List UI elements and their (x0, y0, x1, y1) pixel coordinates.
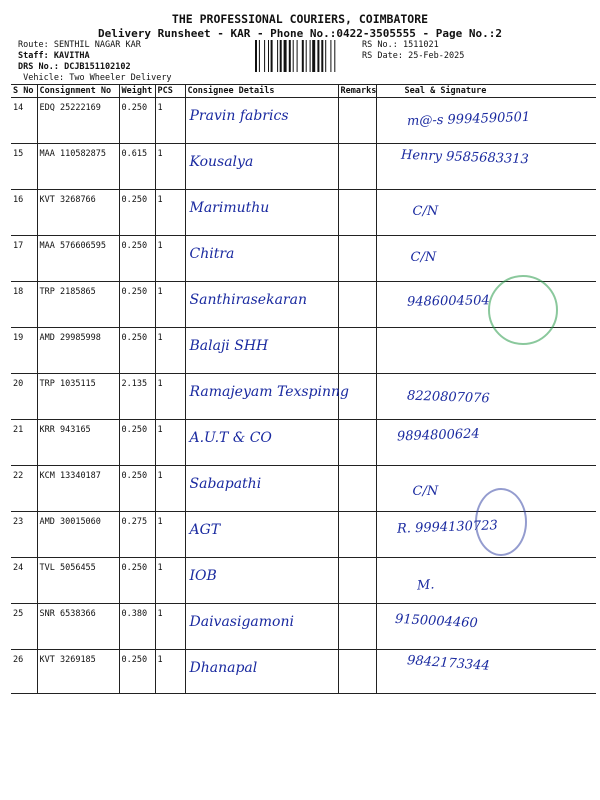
cell-sno: 14 (11, 98, 37, 144)
cell-remarks (338, 558, 376, 604)
cell-pcs: 1 (155, 144, 185, 190)
col-header-remarks: Remarks (338, 85, 376, 98)
col-header-pcs: PCS (155, 85, 185, 98)
handwritten-consignee: Ramajeyam Texspinng (189, 384, 349, 400)
cell-sno: 16 (11, 190, 37, 236)
cell-weight: 0.250 (119, 98, 155, 144)
runsheet-meta-left (18, 40, 172, 84)
barcode-bar (277, 40, 278, 72)
staff-line: Staff: KAVITHA (18, 51, 90, 61)
handwritten-consignee: Kousalya (189, 154, 254, 170)
barcode-bar (268, 40, 269, 72)
drs-line: DRS No.: DCJB151102102 (18, 62, 131, 72)
cell-sno: 21 (11, 420, 37, 466)
cell-consignee (185, 558, 338, 604)
handwritten-signature: Henry 9585683313 (400, 147, 529, 168)
handwritten-consignee: Marimuthu (189, 200, 270, 216)
cell-consignment: AMD 29985998 (37, 328, 119, 374)
table-row (11, 236, 596, 282)
cell-consignee (185, 650, 338, 694)
cell-pcs: 1 (155, 420, 185, 466)
handwritten-consignee: Sabapathi (189, 476, 262, 492)
cell-consignment: KCM 13340187 (37, 466, 119, 512)
document-subtitle: Delivery Runsheet - KAR - Phone No.:0422-3505555 - Page No.:2 (98, 27, 502, 40)
handwritten-consignee: IOB (189, 568, 217, 584)
cell-remarks (338, 144, 376, 190)
cell-remarks (338, 236, 376, 282)
cell-weight: 0.250 (119, 466, 155, 512)
handwritten-consignee: Balaji SHH (189, 338, 269, 354)
cell-consignee (185, 604, 338, 650)
table-row (11, 374, 596, 420)
runsheet-table (11, 84, 596, 694)
route-value: SENTHIL NAGAR KAR (53, 40, 141, 50)
cell-consignee (185, 144, 338, 190)
barcode-bar (289, 40, 291, 72)
cell-pcs: 1 (155, 604, 185, 650)
barcode-bar (312, 40, 315, 72)
cell-consignee (185, 374, 349, 420)
cell-consignee (185, 328, 338, 374)
cell-signature (376, 236, 596, 282)
cell-sno: 18 (11, 282, 37, 328)
cell-signature (376, 328, 596, 374)
cell-signature (376, 374, 596, 420)
cell-weight: 0.250 (119, 236, 155, 282)
route-line: Route: SENTHIL NAGAR KAR (18, 40, 141, 50)
barcode-bar (264, 40, 265, 72)
rs-no-value: 1511021 (402, 40, 439, 50)
cell-pcs: 1 (155, 98, 185, 144)
barcode-bar (271, 40, 273, 72)
table-header-row (11, 85, 596, 98)
cell-consignee (185, 512, 338, 558)
barcode-bar (321, 40, 323, 72)
cell-sno: 15 (11, 144, 37, 190)
barcode-bar (310, 40, 311, 72)
cell-remarks (338, 466, 376, 512)
handwritten-consignee: Santhirasekaran (189, 292, 307, 308)
table-row (11, 650, 596, 694)
cell-pcs: 1 (155, 328, 185, 374)
handwritten-signature: C/N (410, 250, 437, 265)
cell-signature (376, 650, 596, 694)
cell-consignment: EDQ 25222169 (37, 98, 119, 144)
cell-weight: 0.250 (119, 420, 155, 466)
handwritten-signature: 8220807076 (406, 388, 490, 407)
rs-no-line: RS No.: 1511021 (362, 40, 439, 50)
barcode-image (255, 40, 355, 72)
received-stamp (488, 275, 558, 345)
cell-consignee (185, 466, 338, 512)
cell-weight: 0.615 (119, 144, 155, 190)
handwritten-consignee: Dhanapal (189, 660, 258, 676)
handwritten-consignee: Pravin fabrics (189, 108, 289, 124)
barcode-bar (284, 40, 287, 72)
cell-weight: 0.250 (119, 190, 155, 236)
cell-weight: 0.250 (119, 282, 155, 328)
cell-pcs: 1 (155, 466, 185, 512)
barcode-bar (317, 40, 319, 72)
barcode-bar (325, 40, 326, 72)
rs-date-line: RS Date: 25-Feb-2025 (362, 51, 465, 61)
cell-weight: 0.250 (119, 328, 155, 374)
col-header-sno: S No (11, 85, 37, 98)
cell-consignment: KVT 3268766 (37, 190, 119, 236)
table-row (11, 190, 596, 236)
handwritten-signature: M. (415, 577, 435, 594)
cell-remarks (338, 190, 376, 236)
cell-sno: 23 (11, 512, 37, 558)
col-header-signature: Seal & Signature (376, 85, 596, 98)
cell-consignee (185, 190, 338, 236)
cell-consignment: KRR 943165 (37, 420, 119, 466)
cell-pcs: 1 (155, 374, 185, 420)
col-header-consignee: Consignee Details (185, 85, 338, 98)
handwritten-signature: 9486004504 (406, 293, 490, 310)
col-header-weight: Weight (119, 85, 155, 98)
ink-stamp (475, 488, 527, 556)
cell-pcs: 1 (155, 236, 185, 282)
handwritten-signature: 9842173344 (406, 653, 490, 674)
cell-remarks (338, 650, 376, 694)
cell-signature (376, 190, 596, 236)
cell-signature (376, 282, 596, 328)
cell-sno: 20 (11, 374, 37, 420)
cell-weight: 0.275 (119, 512, 155, 558)
rs-date-value: 25-Feb-2025 (408, 51, 465, 61)
cell-weight: 2.135 (119, 374, 155, 420)
cell-remarks (338, 420, 376, 466)
handwritten-signature: 9894800624 (396, 426, 480, 445)
barcode-bar (280, 40, 282, 72)
handwritten-consignee: Chitra (189, 246, 235, 262)
runsheet-meta-right (362, 40, 464, 62)
cell-remarks (338, 604, 376, 650)
cell-remarks (338, 328, 376, 374)
cell-remarks (338, 98, 376, 144)
table-row (11, 604, 596, 650)
cell-consignment: TVL 5056455 (37, 558, 119, 604)
handwritten-consignee: Daivasigamoni (189, 614, 294, 630)
cell-sno: 22 (11, 466, 37, 512)
table-row (11, 98, 596, 144)
cell-sno: 26 (11, 650, 37, 694)
cell-sno: 19 (11, 328, 37, 374)
table-row (11, 420, 596, 466)
cell-signature (376, 420, 596, 466)
cell-consignee (185, 420, 338, 466)
cell-consignment: SNR 6538366 (37, 604, 119, 650)
cell-pcs: 1 (155, 558, 185, 604)
handwritten-consignee: AGT (189, 522, 221, 538)
cell-consignment: TRP 1035115 (37, 374, 119, 420)
table-row (11, 144, 596, 190)
cell-sno: 24 (11, 558, 37, 604)
cell-remarks (338, 512, 376, 558)
barcode-bar (306, 40, 307, 72)
vehicle-line: Vehicle: Two Wheeler Delivery (23, 73, 172, 83)
barcode-bar (297, 40, 298, 72)
barcode-bar (259, 40, 260, 72)
document-title: THE PROFESSIONAL COURIERS, COIMBATORE (171, 12, 429, 26)
cell-consignee (185, 282, 338, 328)
barcode-bar (302, 40, 304, 72)
cell-sno: 17 (11, 236, 37, 282)
staff-value: KAVITHA (53, 51, 90, 61)
cell-pcs: 1 (155, 650, 185, 694)
cell-weight: 0.250 (119, 650, 155, 694)
handwritten-signature: C/N (412, 204, 439, 219)
handwritten-signature: R. 9994130723 (396, 518, 498, 537)
cell-consignment: MAA 576606595 (37, 236, 119, 282)
col-header-consignment: Consignment No (37, 85, 119, 98)
cell-consignment: MAA 110582875 (37, 144, 119, 190)
vehicle-value: Two Wheeler Delivery (69, 73, 172, 83)
barcode-bar (255, 40, 257, 72)
cell-consignee (185, 236, 338, 282)
barcode-bar (293, 40, 294, 72)
cell-pcs: 1 (155, 282, 185, 328)
cell-sno: 25 (11, 604, 37, 650)
cell-signature (376, 558, 596, 604)
handwritten-consignee: A.U.T & CO (189, 430, 272, 446)
cell-signature (376, 144, 596, 190)
cell-signature (376, 98, 596, 144)
cell-pcs: 1 (155, 190, 185, 236)
table-row (11, 558, 596, 604)
cell-consignment: TRP 2185865 (37, 282, 119, 328)
cell-consignee (185, 98, 338, 144)
cell-remarks (338, 282, 376, 328)
cell-pcs: 1 (155, 512, 185, 558)
cell-consignment: AMD 30015060 (37, 512, 119, 558)
handwritten-signature: m@-s 9994590501 (406, 109, 530, 130)
cell-consignment: KVT 3269185 (37, 650, 119, 694)
cell-signature (376, 604, 596, 650)
handwritten-signature: C/N (412, 484, 439, 499)
handwritten-signature: 9150004460 (394, 611, 478, 632)
cell-weight: 0.380 (119, 604, 155, 650)
barcode-bar (334, 40, 335, 72)
cell-weight: 0.250 (119, 558, 155, 604)
drs-value: DCJB151102102 (64, 62, 131, 72)
barcode-bar (330, 40, 331, 72)
